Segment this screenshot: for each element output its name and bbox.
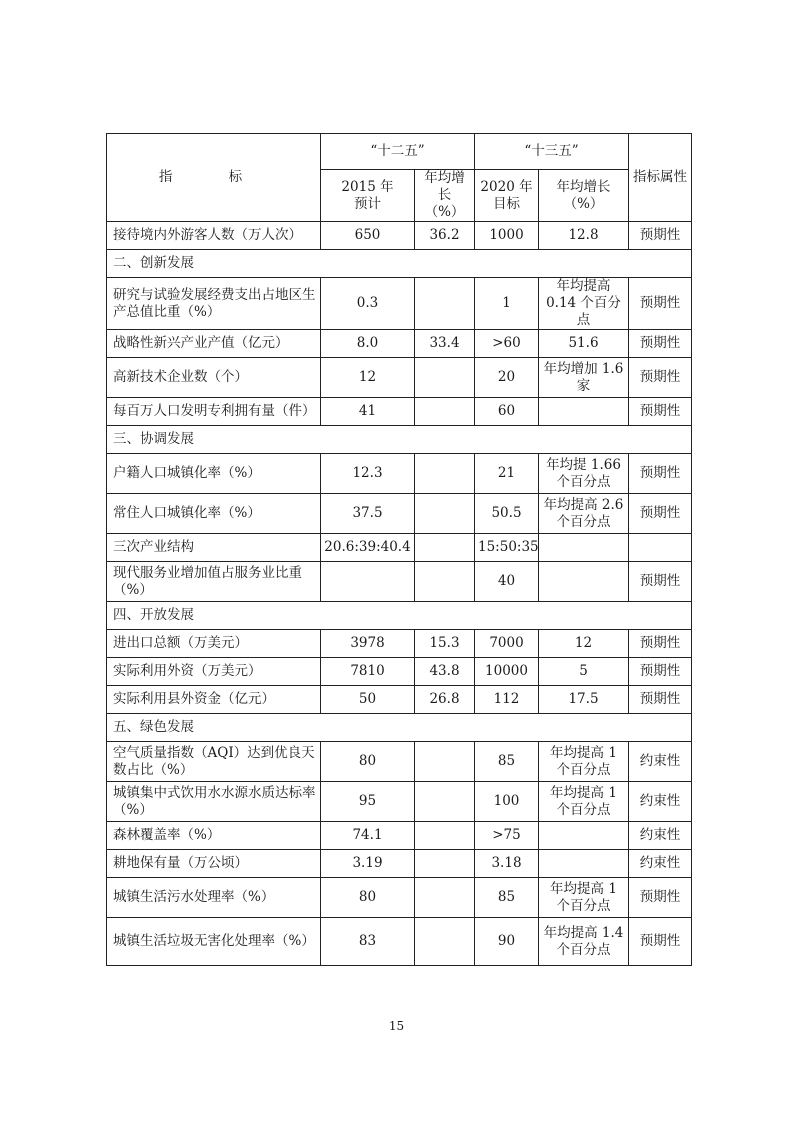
growth-12th-plan: 43.8 <box>415 658 475 686</box>
indicator-attribute: 预期性 <box>629 686 692 714</box>
table-row <box>107 534 692 562</box>
value-2015: 80 <box>321 878 415 918</box>
value-2015: 650 <box>321 222 415 250</box>
growth-12th-plan: 15.3 <box>415 630 475 658</box>
growth-13th-plan: 51.6 <box>539 330 629 358</box>
indicator-attribute: 约束性 <box>629 822 692 850</box>
growth-13th-plan <box>539 398 629 426</box>
indicator-table <box>106 133 692 966</box>
target-2020: 90 <box>475 918 539 966</box>
growth-12th-plan <box>415 454 475 494</box>
section-title: 四、开放发展 <box>107 602 692 630</box>
growth-12th-plan <box>415 562 475 602</box>
target-2020: 50.5 <box>475 494 539 534</box>
table-row <box>107 686 692 714</box>
table-row <box>107 358 692 398</box>
growth-13th-plan: 年均增加 1.6 家 <box>539 358 629 398</box>
value-2015: 12 <box>321 358 415 398</box>
value-2015: 3978 <box>321 630 415 658</box>
indicator-name: 三次产业结构 <box>107 534 321 562</box>
page-number: 15 <box>388 1019 405 1033</box>
target-2020: 20 <box>475 358 539 398</box>
indicator-name: 接待境内外游客人数（万人次） <box>107 222 321 250</box>
growth-13th-plan: 年均提高 1 个百分点 <box>539 782 629 822</box>
growth-12th-plan <box>415 398 475 426</box>
target-2020: >75 <box>475 822 539 850</box>
table-row <box>107 454 692 494</box>
value-2015: 95 <box>321 782 415 822</box>
indicator-attribute: 预期性 <box>629 630 692 658</box>
indicator-attribute: 预期性 <box>629 878 692 918</box>
target-2020: >60 <box>475 330 539 358</box>
indicator-name: 研究与试验发展经费支出占地区生产总值比重（%） <box>107 278 321 330</box>
indicator-name: 实际利用县外资金（亿元） <box>107 686 321 714</box>
target-2020: 10000 <box>475 658 539 686</box>
table-row <box>107 782 692 822</box>
growth-12th-plan: 36.2 <box>415 222 475 250</box>
target-2020: 21 <box>475 454 539 494</box>
growth-13th-plan: 12.8 <box>539 222 629 250</box>
growth-12th-plan <box>415 782 475 822</box>
header-growth-12: 年均增长 （%） <box>415 170 475 222</box>
indicator-attribute: 预期性 <box>629 330 692 358</box>
table-row <box>107 222 692 250</box>
table-row <box>107 742 692 782</box>
growth-12th-plan <box>415 878 475 918</box>
target-2020: 1000 <box>475 222 539 250</box>
indicator-name: 常住人口城镇化率（%） <box>107 494 321 534</box>
growth-13th-plan: 17.5 <box>539 686 629 714</box>
indicator-attribute: 预期性 <box>629 454 692 494</box>
table-row <box>107 398 692 426</box>
value-2015: 80 <box>321 742 415 782</box>
indicator-attribute: 预期性 <box>629 562 692 602</box>
header-indicator: 指 标 <box>107 134 321 222</box>
value-2015: 3.19 <box>321 850 415 878</box>
indicator-attribute: 预期性 <box>629 494 692 534</box>
header-growth-13: 年均增长 （%） <box>539 170 629 222</box>
growth-13th-plan <box>539 562 629 602</box>
target-2020: 100 <box>475 782 539 822</box>
indicator-name: 城镇生活垃圾无害化处理率（%） <box>107 918 321 966</box>
target-2020: 40 <box>475 562 539 602</box>
growth-12th-plan <box>415 742 475 782</box>
indicator-attribute: 预期性 <box>629 278 692 330</box>
target-2020: 15:50:35 <box>475 534 539 562</box>
value-2015: 74.1 <box>321 822 415 850</box>
section-row <box>107 250 692 278</box>
table-row <box>107 822 692 850</box>
indicator-name: 城镇生活污水处理率（%） <box>107 878 321 918</box>
value-2015: 8.0 <box>321 330 415 358</box>
growth-12th-plan <box>415 358 475 398</box>
value-2015: 50 <box>321 686 415 714</box>
target-2020: 85 <box>475 742 539 782</box>
indicator-attribute: 约束性 <box>629 742 692 782</box>
target-2020: 85 <box>475 878 539 918</box>
indicator-attribute: 预期性 <box>629 918 692 966</box>
indicator-name: 战略性新兴产业产值（亿元） <box>107 330 321 358</box>
indicator-name: 城镇集中式饮用水水源水质达标率（%） <box>107 782 321 822</box>
indicator-name: 实际利用外资（万美元） <box>107 658 321 686</box>
header-2015: 2015 年 预计 <box>321 170 415 222</box>
growth-12th-plan <box>415 822 475 850</box>
target-2020: 3.18 <box>475 850 539 878</box>
indicator-name: 空气质量指数（AQI）达到优良天数占比（%） <box>107 742 321 782</box>
indicator-name: 耕地保有量（万公顷） <box>107 850 321 878</box>
indicator-table-container <box>106 133 691 966</box>
header-2020: 2020 年 目标 <box>475 170 539 222</box>
table-body <box>107 222 692 966</box>
indicator-attribute: 预期性 <box>629 658 692 686</box>
table-row <box>107 658 692 686</box>
value-2015: 37.5 <box>321 494 415 534</box>
growth-12th-plan <box>415 534 475 562</box>
target-2020: 1 <box>475 278 539 330</box>
growth-13th-plan: 年均提高 1 个百分点 <box>539 742 629 782</box>
value-2015: 12.3 <box>321 454 415 494</box>
growth-12th-plan <box>415 278 475 330</box>
section-title: 三、协调发展 <box>107 426 692 454</box>
indicator-name: 现代服务业增加值占服务业比重（%） <box>107 562 321 602</box>
growth-13th-plan <box>539 534 629 562</box>
table-row <box>107 918 692 966</box>
growth-12th-plan <box>415 918 475 966</box>
growth-13th-plan: 12 <box>539 630 629 658</box>
table-row <box>107 330 692 358</box>
growth-13th-plan: 年均提高 0.14 个百分点 <box>539 278 629 330</box>
section-title: 五、绿色发展 <box>107 714 692 742</box>
table-row <box>107 878 692 918</box>
growth-13th-plan: 5 <box>539 658 629 686</box>
indicator-attribute <box>629 534 692 562</box>
section-row <box>107 426 692 454</box>
value-2015 <box>321 562 415 602</box>
value-2015: 83 <box>321 918 415 966</box>
table-row <box>107 630 692 658</box>
table-row <box>107 494 692 534</box>
header-plan-12: “十二五” <box>321 134 475 170</box>
growth-12th-plan: 33.4 <box>415 330 475 358</box>
growth-13th-plan: 年均提高 1 个百分点 <box>539 878 629 918</box>
section-row <box>107 714 692 742</box>
indicator-name: 户籍人口城镇化率（%） <box>107 454 321 494</box>
header-plan-13: “十三五” <box>475 134 629 170</box>
target-2020: 60 <box>475 398 539 426</box>
table-row <box>107 562 692 602</box>
indicator-name: 高新技术企业数（个） <box>107 358 321 398</box>
indicator-name: 每百万人口发明专利拥有量（件） <box>107 398 321 426</box>
target-2020: 7000 <box>475 630 539 658</box>
target-2020: 112 <box>475 686 539 714</box>
indicator-attribute: 预期性 <box>629 358 692 398</box>
value-2015: 20.6:39:40.4 <box>321 534 415 562</box>
value-2015: 7810 <box>321 658 415 686</box>
growth-13th-plan <box>539 850 629 878</box>
growth-12th-plan <box>415 850 475 878</box>
growth-12th-plan <box>415 494 475 534</box>
header-attribute: 指标属性 <box>629 134 692 222</box>
growth-13th-plan <box>539 822 629 850</box>
value-2015: 0.3 <box>321 278 415 330</box>
section-row <box>107 602 692 630</box>
section-title: 二、创新发展 <box>107 250 692 278</box>
growth-12th-plan: 26.8 <box>415 686 475 714</box>
indicator-attribute: 约束性 <box>629 782 692 822</box>
growth-13th-plan: 年均提高 2.6 个百分点 <box>539 494 629 534</box>
table-row <box>107 278 692 330</box>
indicator-name: 森林覆盖率（%） <box>107 822 321 850</box>
value-2015: 41 <box>321 398 415 426</box>
indicator-name: 进出口总额（万美元） <box>107 630 321 658</box>
indicator-attribute: 约束性 <box>629 850 692 878</box>
growth-13th-plan: 年均提高 1.4 个百分点 <box>539 918 629 966</box>
growth-13th-plan: 年均提 1.66 个百分点 <box>539 454 629 494</box>
indicator-attribute: 预期性 <box>629 222 692 250</box>
indicator-attribute: 预期性 <box>629 398 692 426</box>
table-row <box>107 850 692 878</box>
